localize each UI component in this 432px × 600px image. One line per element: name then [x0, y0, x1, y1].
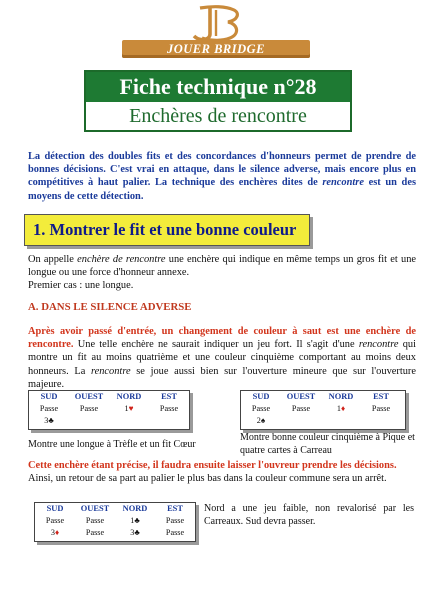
rule-it1: rencontre: [358, 339, 399, 351]
bid-header-sud: SUD: [252, 392, 270, 401]
bid-header-row: [35, 504, 195, 516]
bid-cell: 3♣: [44, 416, 54, 425]
bidding-table-2: [240, 390, 406, 430]
jb-monogram-icon: [186, 4, 244, 44]
paragraph-precision: [28, 459, 416, 485]
bid-header-row: [29, 392, 189, 404]
rule-red: Après avoir passé d'entrée, un changement de couleur à saut est une enchère de rencontre.: [28, 326, 416, 351]
bid-header-nord: NORD: [328, 392, 354, 401]
bid-header-est: EST: [161, 392, 177, 401]
bid-header-ouest: OUEST: [80, 504, 110, 513]
bid-cell: Passe: [165, 516, 185, 525]
bid-cell: Passe: [39, 404, 59, 413]
rule-t3: se joue aussi bien sur l'ouverture mineure que sur l'ouverture majeure.: [28, 365, 416, 390]
diamond-icon: ♦: [54, 528, 60, 537]
bid-header-row: [241, 392, 405, 404]
rule-t1: Une telle enchère ne saurait indiquer un jeu fort. Il s'agit d'une: [73, 339, 359, 351]
bidding-table-1: [28, 390, 190, 430]
bid-header-ouest: OUEST: [286, 392, 316, 401]
bid-cell: 1♦: [336, 404, 346, 413]
bid-header-sud: SUD: [46, 504, 64, 513]
bid-cell: 3♦: [50, 528, 60, 537]
subheading-a: A. DANS LE SILENCE ADVERSE: [28, 301, 192, 313]
bid-header-est: EST: [373, 392, 389, 401]
bidding-table-3: [34, 502, 196, 542]
bid-header-est: EST: [167, 504, 183, 513]
title-box: [84, 70, 352, 132]
paragraph-definition: [28, 253, 416, 293]
bid-header-nord: NORD: [122, 504, 148, 513]
section-header: [24, 214, 310, 246]
bid-cell: Passe: [371, 404, 391, 413]
logo-banner-text: JOUER BRIDGE: [166, 42, 266, 56]
bid-row: [241, 404, 405, 416]
intro-text-1: La détection des doubles fits et des concordances d'honneurs permet de prendre de bonnes décisions. C'est vrai en attaque, dans le silence adverse, mais encore plus en compétitives à haut palier. La technique des enchères dites de: [28, 151, 416, 189]
diamond-icon: ♦: [340, 404, 346, 413]
bid-row: [35, 516, 195, 528]
bid-header-sud: SUD: [40, 392, 58, 401]
bid-cell: Passe: [159, 404, 179, 413]
bid-cell: Passe: [291, 404, 311, 413]
bid-cell: Passe: [45, 516, 65, 525]
table3-caption: Nord a une jeu faible, non revalorisé par les Carreaux. Sud devra passer.: [204, 503, 414, 527]
bid-row: [29, 404, 189, 416]
bid-cell: 3♣: [130, 528, 140, 537]
table1-caption: Montre une longue à Trèfle et un fit Cœur: [28, 439, 196, 450]
def-text-d: Premier cas : une longue.: [28, 280, 134, 292]
bid-cell: 1♣: [130, 516, 140, 525]
bid-header-nord: NORD: [116, 392, 142, 401]
bid-cell: Passe: [251, 404, 271, 413]
bid-cell: Passe: [85, 528, 105, 537]
bid-cell: 1♥: [124, 404, 134, 413]
bid-cell: Passe: [165, 528, 185, 537]
def-text-c: une enchère qui indique en même temps un gros fit et une longue ou une force d'honneur annexe.: [28, 254, 416, 279]
intro-paragraph: [28, 150, 416, 203]
heart-icon: ♥: [128, 404, 134, 413]
jouer-bridge-logo: [122, 4, 310, 62]
section-title: 1. Montrer le fit et une bonne couleur: [33, 220, 297, 239]
def-italic: enchère de rencontre: [77, 254, 166, 265]
table2-caption: Montre bonne couleur cinquième à Pique et quatre cartes à Carreau: [240, 432, 415, 456]
def-text-a: On appelle: [28, 254, 78, 265]
bid-cell: Passe: [79, 404, 99, 413]
bid-cell: Passe: [85, 516, 105, 525]
spade-icon: ♠: [260, 416, 266, 425]
club-icon: ♣: [48, 416, 54, 425]
club-icon: ♣: [134, 528, 140, 537]
page-subtitle: Enchères de rencontre: [129, 105, 307, 127]
page-title: Fiche technique n°28: [86, 72, 350, 102]
precision-text: Ainsi, un retour de sa part au palier le plus bas dans la couleur commune sera un arrêt.: [28, 473, 387, 485]
club-icon: ♣: [134, 516, 140, 525]
rule-it2: rencontre: [90, 365, 131, 377]
rule-t2: qui montre un fit au moins quatrième et une couleur cinquième comportant au moins deux honneurs. La: [28, 339, 416, 377]
bid-row: [35, 528, 195, 540]
paragraph-rule: [28, 325, 416, 391]
bid-row: [241, 416, 405, 428]
bid-cell: 2♠: [256, 416, 266, 425]
intro-text-2: est un des moyens de cette détection.: [28, 177, 416, 202]
bid-row: [29, 416, 189, 428]
bid-header-ouest: OUEST: [74, 392, 104, 401]
intro-italic: rencontre: [322, 177, 364, 189]
precision-red: Cette enchère étant précise, il faudra ensuite laisser l'ouvreur prendre les décisions.: [28, 460, 397, 471]
